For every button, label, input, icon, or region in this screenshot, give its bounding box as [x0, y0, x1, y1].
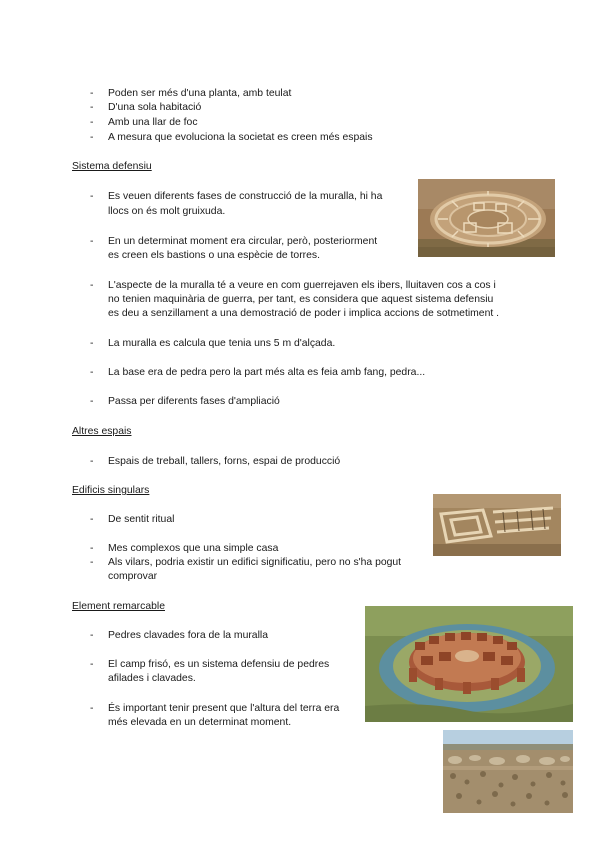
section-heading-element-remarcable: Element remarcable: [72, 601, 165, 612]
bullet-dash: -: [90, 396, 94, 407]
section-heading-altres-espais: Altres espais: [72, 426, 132, 437]
bullet-dash: -: [90, 117, 94, 128]
bullet-dash: -: [90, 191, 94, 202]
stone-field-photo: [443, 730, 573, 813]
bullet-dash: -: [90, 338, 94, 349]
bullet-dash: -: [90, 367, 94, 378]
bullet-dash: -: [90, 456, 94, 467]
bullet-dash: -: [90, 543, 94, 554]
section-heading-sistema-defensiu: Sistema defensiu: [72, 161, 152, 172]
bullet-dash: -: [90, 703, 94, 714]
settlement-reconstruction-illustration: [365, 606, 573, 722]
bullet-dash: -: [90, 659, 94, 670]
bullet-dash: -: [90, 557, 94, 568]
bullet-dash: -: [90, 132, 94, 143]
bullet-dash: -: [90, 514, 94, 525]
bullet-dash: -: [90, 88, 94, 99]
bullet-dash: -: [90, 236, 94, 247]
section-heading-edificis-singulars: Edificis singulars: [72, 485, 150, 496]
bullet-dash: -: [90, 102, 94, 113]
building-ruins-photo: [433, 494, 561, 556]
aerial-ruins-photo: [418, 179, 555, 257]
bullet-dash: -: [90, 280, 94, 291]
bullet-dash: -: [90, 630, 94, 641]
